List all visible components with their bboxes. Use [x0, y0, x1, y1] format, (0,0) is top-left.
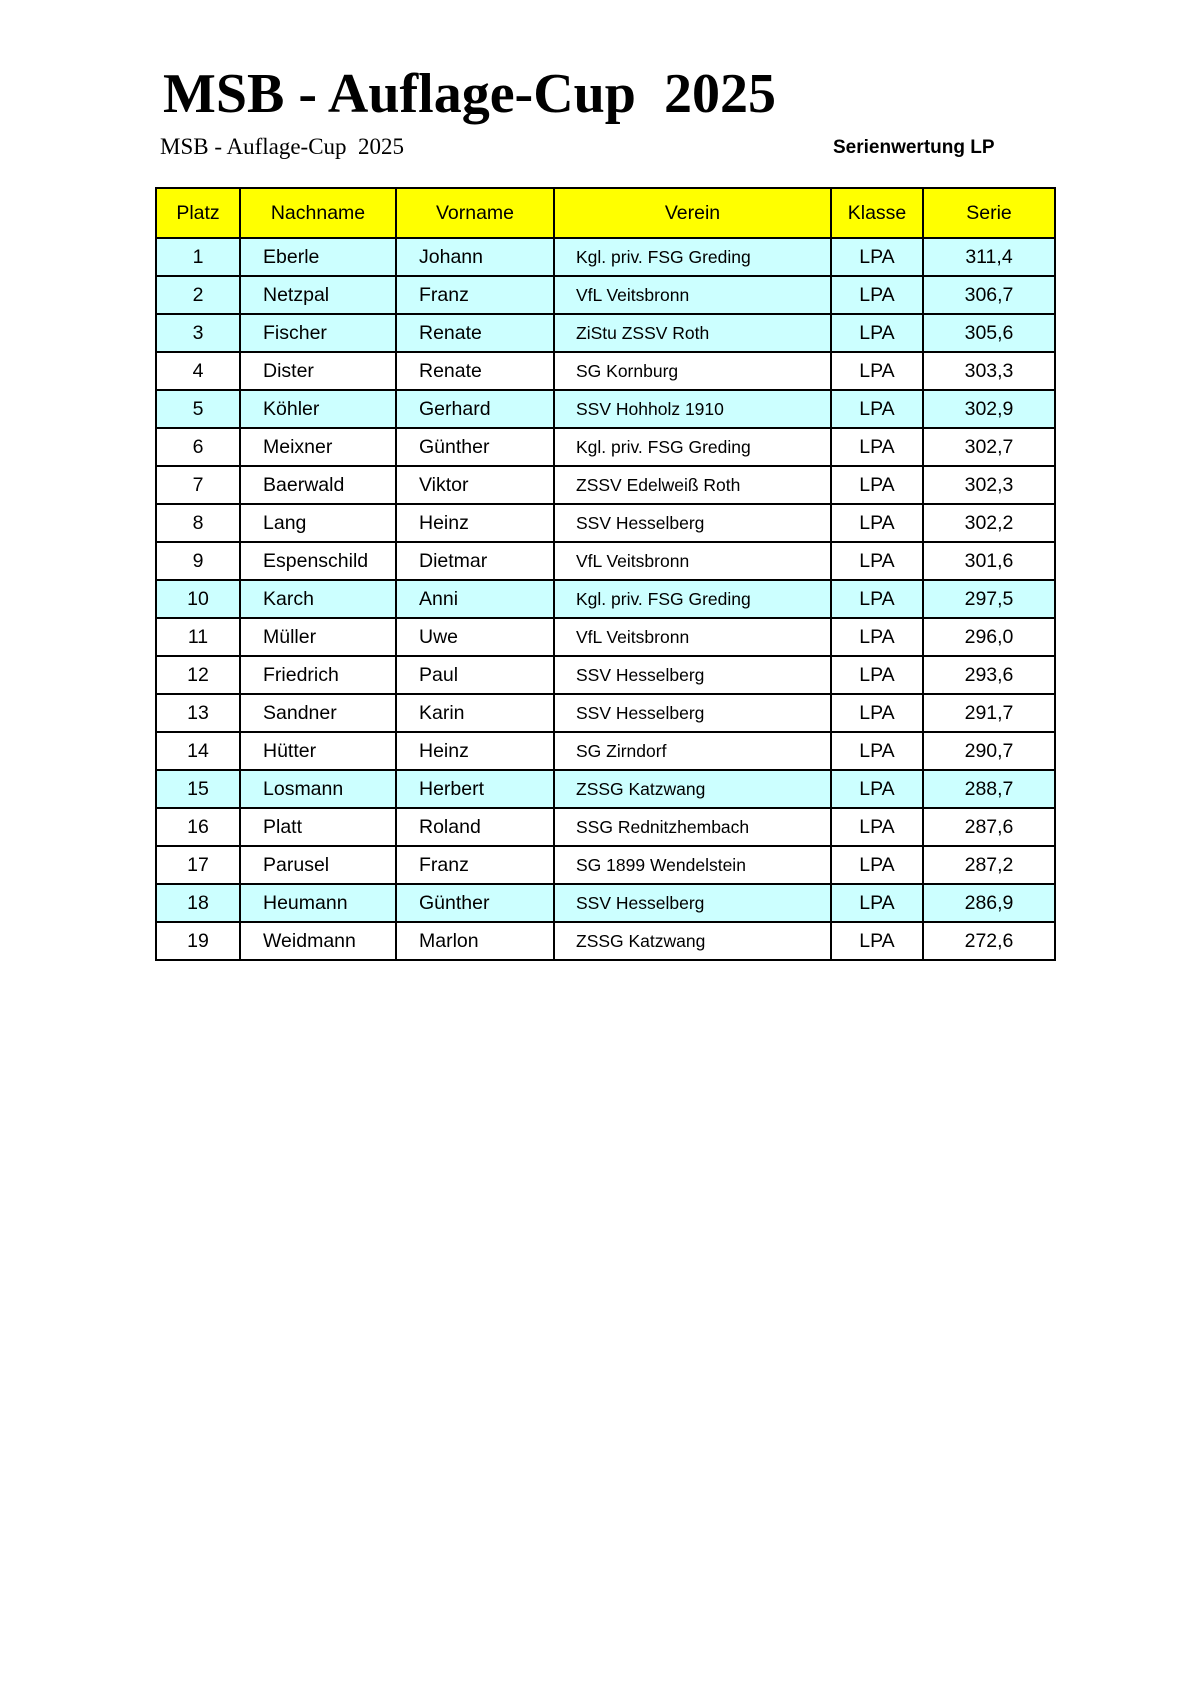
- table-row: [156, 580, 1055, 618]
- table-header-row: [156, 188, 1055, 238]
- cell-serie: 290,7: [923, 732, 1055, 770]
- column-header-serie: Serie: [923, 188, 1055, 238]
- cell-serie: 297,5: [923, 580, 1055, 618]
- cell-vorname: Uwe: [396, 618, 554, 656]
- cell-verein: ZiStu ZSSV Roth: [554, 314, 831, 352]
- cell-verein: SSG Rednitzhembach: [554, 808, 831, 846]
- cell-verein: ZSSG Katzwang: [554, 922, 831, 960]
- cell-verein: SSV Hesselberg: [554, 694, 831, 732]
- cell-platz: 17: [156, 846, 240, 884]
- cell-verein: SG 1899 Wendelstein: [554, 846, 831, 884]
- cell-klasse: LPA: [831, 238, 923, 276]
- table-row: [156, 694, 1055, 732]
- cell-vorname: Günther: [396, 428, 554, 466]
- cell-serie: 302,3: [923, 466, 1055, 504]
- cell-verein: VfL Veitsbronn: [554, 276, 831, 314]
- cell-platz: 14: [156, 732, 240, 770]
- cell-vorname: Viktor: [396, 466, 554, 504]
- cell-verein: SG Zirndorf: [554, 732, 831, 770]
- cell-vorname: Anni: [396, 580, 554, 618]
- table-row: [156, 732, 1055, 770]
- cell-platz: 12: [156, 656, 240, 694]
- cell-platz: 5: [156, 390, 240, 428]
- cell-klasse: LPA: [831, 808, 923, 846]
- cell-platz: 9: [156, 542, 240, 580]
- cell-klasse: LPA: [831, 922, 923, 960]
- cell-serie: 311,4: [923, 238, 1055, 276]
- cell-nachname: Heumann: [240, 884, 396, 922]
- cell-platz: 13: [156, 694, 240, 732]
- table-row: [156, 846, 1055, 884]
- series-label: Serienwertung LP: [833, 137, 995, 158]
- column-header-verein: Verein: [554, 188, 831, 238]
- table-row: [156, 352, 1055, 390]
- table-row: [156, 390, 1055, 428]
- cell-klasse: LPA: [831, 542, 923, 580]
- cell-verein: SSV Hesselberg: [554, 656, 831, 694]
- cell-nachname: Lang: [240, 504, 396, 542]
- cell-verein: Kgl. priv. FSG Greding: [554, 428, 831, 466]
- cell-nachname: Espenschild: [240, 542, 396, 580]
- cell-platz: 7: [156, 466, 240, 504]
- cell-vorname: Paul: [396, 656, 554, 694]
- cell-serie: 293,6: [923, 656, 1055, 694]
- cell-serie: 272,6: [923, 922, 1055, 960]
- cell-serie: 288,7: [923, 770, 1055, 808]
- cell-vorname: Roland: [396, 808, 554, 846]
- cell-klasse: LPA: [831, 770, 923, 808]
- cell-platz: 16: [156, 808, 240, 846]
- cell-vorname: Marlon: [396, 922, 554, 960]
- cell-platz: 10: [156, 580, 240, 618]
- cell-vorname: Günther: [396, 884, 554, 922]
- table-row: [156, 238, 1055, 276]
- cell-klasse: LPA: [831, 504, 923, 542]
- table-row: [156, 656, 1055, 694]
- cell-verein: SSV Hohholz 1910: [554, 390, 831, 428]
- cell-platz: 3: [156, 314, 240, 352]
- cell-serie: 302,7: [923, 428, 1055, 466]
- table-row: [156, 314, 1055, 352]
- cell-nachname: Dister: [240, 352, 396, 390]
- cell-verein: VfL Veitsbronn: [554, 618, 831, 656]
- cell-vorname: Franz: [396, 846, 554, 884]
- cell-serie: 302,2: [923, 504, 1055, 542]
- cell-verein: ZSSG Katzwang: [554, 770, 831, 808]
- cell-vorname: Renate: [396, 314, 554, 352]
- cell-platz: 18: [156, 884, 240, 922]
- cell-nachname: Eberle: [240, 238, 396, 276]
- cell-vorname: Dietmar: [396, 542, 554, 580]
- table-row: [156, 808, 1055, 846]
- cell-klasse: LPA: [831, 314, 923, 352]
- table-row: [156, 922, 1055, 960]
- table-row: [156, 276, 1055, 314]
- cell-verein: Kgl. priv. FSG Greding: [554, 238, 831, 276]
- table-body: [156, 238, 1055, 960]
- cell-klasse: LPA: [831, 732, 923, 770]
- cell-vorname: Heinz: [396, 732, 554, 770]
- page-title: MSB - Auflage-Cup 2025: [163, 63, 776, 125]
- cell-nachname: Weidmann: [240, 922, 396, 960]
- cell-nachname: Platt: [240, 808, 396, 846]
- table-row: [156, 884, 1055, 922]
- column-header-vorname: Vorname: [396, 188, 554, 238]
- cell-verein: ZSSV Edelweiß Roth: [554, 466, 831, 504]
- cell-nachname: Karch: [240, 580, 396, 618]
- cell-verein: SSV Hesselberg: [554, 884, 831, 922]
- cell-platz: 2: [156, 276, 240, 314]
- cell-platz: 19: [156, 922, 240, 960]
- cell-serie: 302,9: [923, 390, 1055, 428]
- cell-serie: 296,0: [923, 618, 1055, 656]
- cell-serie: 291,7: [923, 694, 1055, 732]
- table-row: [156, 466, 1055, 504]
- cell-vorname: Franz: [396, 276, 554, 314]
- cell-serie: 303,3: [923, 352, 1055, 390]
- cell-klasse: LPA: [831, 846, 923, 884]
- column-header-nachname: Nachname: [240, 188, 396, 238]
- results-table: [155, 187, 1056, 961]
- cell-nachname: Meixner: [240, 428, 396, 466]
- table-row: [156, 428, 1055, 466]
- cell-vorname: Heinz: [396, 504, 554, 542]
- cell-nachname: Fischer: [240, 314, 396, 352]
- cell-klasse: LPA: [831, 390, 923, 428]
- cell-nachname: Köhler: [240, 390, 396, 428]
- cell-verein: SSV Hesselberg: [554, 504, 831, 542]
- cell-verein: Kgl. priv. FSG Greding: [554, 580, 831, 618]
- cell-platz: 15: [156, 770, 240, 808]
- cell-klasse: LPA: [831, 466, 923, 504]
- column-header-klasse: Klasse: [831, 188, 923, 238]
- cell-klasse: LPA: [831, 884, 923, 922]
- cell-klasse: LPA: [831, 694, 923, 732]
- cell-serie: 301,6: [923, 542, 1055, 580]
- cell-serie: 287,6: [923, 808, 1055, 846]
- cell-nachname: Losmann: [240, 770, 396, 808]
- cell-platz: 11: [156, 618, 240, 656]
- cell-platz: 1: [156, 238, 240, 276]
- cell-klasse: LPA: [831, 656, 923, 694]
- cell-klasse: LPA: [831, 618, 923, 656]
- cell-vorname: Herbert: [396, 770, 554, 808]
- cell-klasse: LPA: [831, 276, 923, 314]
- page-subtitle: MSB - Auflage-Cup 2025: [160, 134, 405, 159]
- cell-vorname: Gerhard: [396, 390, 554, 428]
- cell-klasse: LPA: [831, 580, 923, 618]
- cell-platz: 8: [156, 504, 240, 542]
- cell-klasse: LPA: [831, 428, 923, 466]
- cell-vorname: Renate: [396, 352, 554, 390]
- cell-verein: SG Kornburg: [554, 352, 831, 390]
- table-row: [156, 504, 1055, 542]
- cell-platz: 6: [156, 428, 240, 466]
- column-header-platz: Platz: [156, 188, 240, 238]
- cell-serie: 306,7: [923, 276, 1055, 314]
- cell-vorname: Karin: [396, 694, 554, 732]
- cell-nachname: Parusel: [240, 846, 396, 884]
- cell-vorname: Johann: [396, 238, 554, 276]
- cell-nachname: Hütter: [240, 732, 396, 770]
- cell-verein: VfL Veitsbronn: [554, 542, 831, 580]
- cell-serie: 287,2: [923, 846, 1055, 884]
- table-row: [156, 542, 1055, 580]
- cell-nachname: Baerwald: [240, 466, 396, 504]
- cell-serie: 305,6: [923, 314, 1055, 352]
- cell-nachname: Müller: [240, 618, 396, 656]
- cell-nachname: Sandner: [240, 694, 396, 732]
- cell-nachname: Netzpal: [240, 276, 396, 314]
- table-row: [156, 770, 1055, 808]
- cell-klasse: LPA: [831, 352, 923, 390]
- cell-platz: 4: [156, 352, 240, 390]
- table-row: [156, 618, 1055, 656]
- cell-serie: 286,9: [923, 884, 1055, 922]
- cell-nachname: Friedrich: [240, 656, 396, 694]
